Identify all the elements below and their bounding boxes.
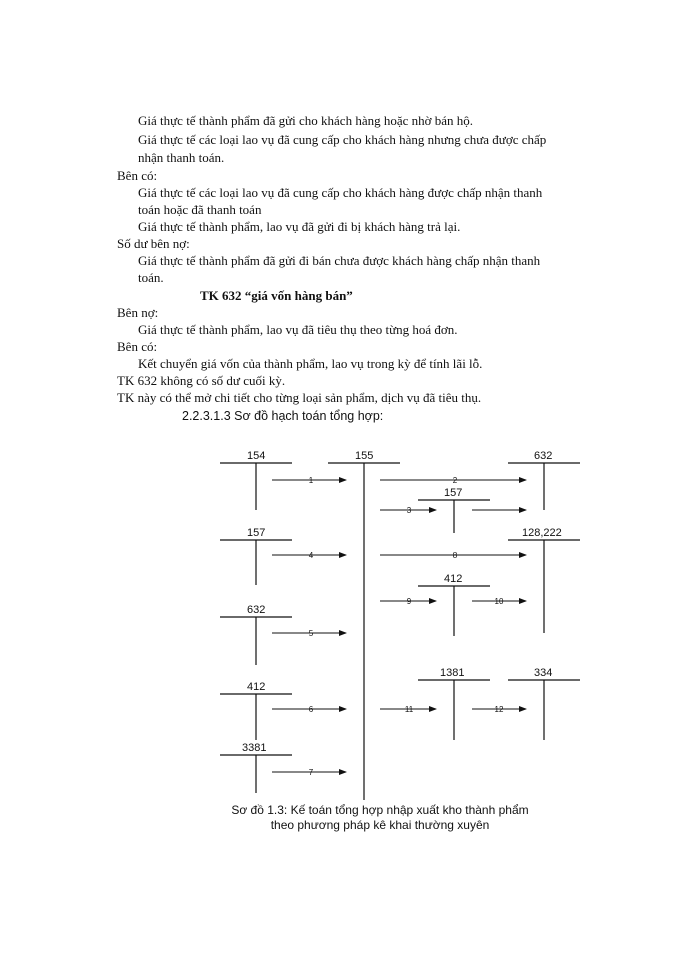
arrow-number-2: 2 [452, 476, 458, 485]
arrow-number-6: 6 [308, 705, 314, 714]
arrow-number-10: 10 [494, 597, 504, 606]
caption-line-2: theo phương pháp kê khai thường xuyên [270, 818, 490, 832]
account-label-632-right: 632 [534, 450, 553, 462]
account-label-412-left: 412 [247, 681, 266, 693]
arrow-number-3: 3 [406, 506, 412, 515]
text-line: Bên nợ: [117, 305, 159, 320]
account-label-155: 155 [355, 450, 374, 462]
text-line: Giá thực tế các loại lao vụ đã cung cấp cho khách hàng nhưng chưa được chấp [138, 132, 547, 147]
arrow-number-8: 8 [452, 551, 458, 560]
text-line: Giá thực tế các loại lao vụ đã cung cấp cho khách hàng được chấp nhận thanh [138, 185, 543, 200]
account-label-632-left: 632 [247, 604, 266, 616]
text-line: TK 632 không có số dư cuối kỳ. [117, 373, 286, 388]
text-line: toán. [138, 270, 164, 285]
text-line: TK này có thể mở chi tiết cho từng loại sản phẩm, dịch vụ đã tiêu thụ. [117, 390, 482, 405]
text-line: Kết chuyển giá vốn của thành phẩm, lao vụ trong kỳ để tính lãi lỗ. [138, 356, 483, 371]
caption-line-1: Sơ đồ 1.3: Kế toán tổng hợp nhập xuất kho thành phẩm [231, 803, 529, 817]
text-line: Giá thực tế thành phẩm đã gửi đi bán chưa được khách hàng chấp nhận thanh [138, 253, 541, 268]
subsection-title: 2.2.3.1.3 Sơ đồ hạch toán tổng hợp: [182, 409, 384, 423]
text-line: Giá thực tế thành phẩm, lao vụ đã gửi đi bị khách hàng trả lại. [138, 219, 461, 234]
text-line: Bên có: [117, 339, 158, 354]
arrow-number-9: 9 [406, 597, 412, 606]
account-label-154: 154 [247, 450, 266, 462]
text-line: toán hoặc đã thanh toán [138, 202, 262, 217]
arrow-number-4: 4 [308, 551, 314, 560]
account-label-3381: 3381 [242, 742, 267, 754]
text-line: Giá thực tế thành phẩm, lao vụ đã tiêu thụ theo từng hoá đơn. [138, 322, 458, 337]
account-label-157-left: 157 [247, 527, 266, 539]
text-line: Số dư bên nợ: [117, 236, 190, 251]
arrow-number-7: 7 [308, 768, 314, 777]
diagram-caption [200, 803, 560, 833]
account-label-1381: 1381 [440, 667, 465, 679]
arrow-number-12: 12 [494, 705, 504, 714]
text-line: Bên có: [117, 168, 158, 183]
section-heading: TK 632 “giá vốn hàng bán” [200, 288, 353, 303]
account-label-157-middle: 157 [444, 487, 463, 499]
arrow-number-5: 5 [308, 629, 314, 638]
arrow-number-1: 1 [308, 476, 314, 485]
text-line: nhận thanh toán. [138, 150, 225, 165]
text-line: Giá thực tế thành phẩm đã gửi cho khách hàng hoặc nhờ bán hộ. [138, 113, 474, 128]
account-label-334: 334 [534, 667, 553, 679]
arrow-number-11: 11 [404, 705, 414, 714]
account-label-412-middle: 412 [444, 573, 463, 585]
account-label-128-222: 128,222 [522, 527, 562, 539]
